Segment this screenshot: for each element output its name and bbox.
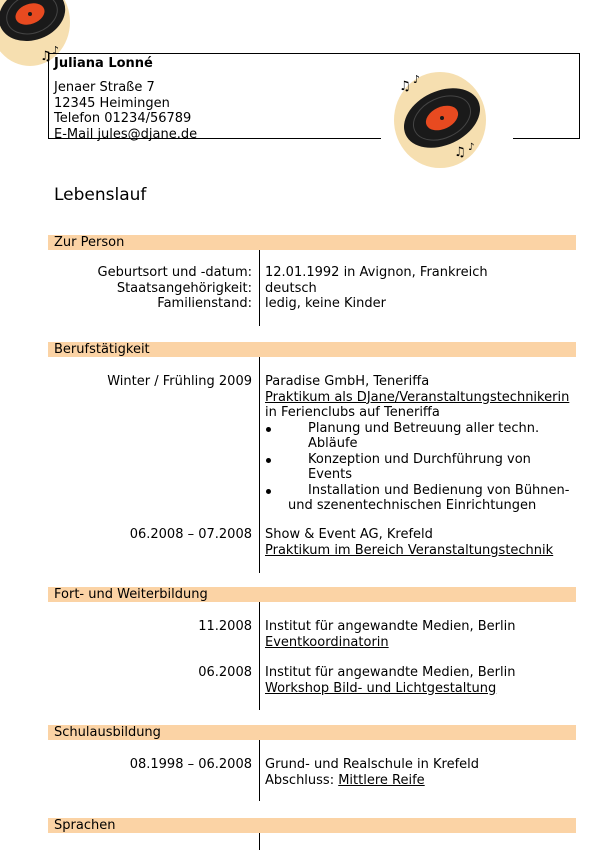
training-course: Eventkoordinatorin — [265, 634, 389, 650]
work-entry — [265, 374, 575, 514]
music-notes-icon — [397, 70, 431, 96]
email: E-Mail jules@djane.de — [54, 126, 198, 142]
address-block — [54, 80, 197, 142]
column-divider — [259, 250, 260, 326]
list-item: Planung und Betreuung aller techn. Abläufe — [265, 421, 575, 452]
school-date: 08.1998 – 06.2008 — [129, 757, 252, 772]
birth-value: 12.01.1992 in Avignon, Frankreich — [265, 265, 488, 280]
svg-text:♫: ♫ — [399, 79, 411, 94]
work-date: Winter / Frühling 2009 — [107, 374, 252, 389]
training-course: Workshop Bild- und Lichtgestaltung — [265, 680, 497, 696]
work-entry — [265, 527, 575, 558]
training-institution: Institut für angewandte Medien, Berlin — [265, 665, 516, 680]
training-date: 11.2008 — [198, 619, 252, 634]
school-name: Grund- und Realschule in Krefeld — [265, 757, 480, 772]
section-header-school: Schulausbildung — [48, 725, 576, 740]
section-header-personal: Zur Person — [48, 235, 576, 250]
column-divider — [259, 602, 260, 710]
work-position: Praktikum als DJane/Veranstaltungstechnikerin — [265, 389, 570, 405]
phone: Telefon 01234/56789 — [54, 111, 192, 126]
section-header-work: Berufstätigkeit — [48, 342, 576, 357]
training-date: 06.2008 — [198, 665, 252, 680]
applicant-name: Juliana Lonné — [54, 56, 153, 71]
svg-text:♫: ♫ — [40, 49, 52, 64]
work-note: in Ferienclubs auf Teneriffa — [265, 405, 440, 420]
bullet-icon — [266, 458, 271, 463]
section-header-languages: Sprachen — [48, 818, 576, 833]
svg-text:♪: ♪ — [468, 142, 475, 153]
marital-status-value: ledig, keine Kinder — [265, 296, 387, 311]
work-position: Praktikum im Bereich Veranstaltungstechnik — [265, 542, 554, 558]
work-duties-list — [265, 421, 575, 514]
svg-text:♫: ♫ — [454, 145, 466, 160]
training-entry — [265, 665, 575, 696]
school-degree: Abschluss: Mittlere Reife — [265, 772, 425, 788]
training-institution: Institut für angewandte Medien, Berlin — [265, 619, 516, 634]
personal-labels — [98, 265, 252, 312]
section-header-training: Fort- und Weiterbildung — [48, 587, 576, 602]
work-date: 06.2008 – 07.2008 — [129, 527, 252, 542]
bullet-icon — [266, 427, 271, 432]
marital-status-label: Familienstand: — [157, 296, 252, 311]
list-item: Konzeption und Durchführung von Events — [265, 452, 575, 483]
city: 12345 Heimingen — [54, 95, 170, 111]
column-divider — [259, 740, 260, 801]
school-entry — [265, 757, 575, 788]
work-company: Paradise GmbH, Teneriffa — [265, 374, 430, 389]
column-divider — [259, 833, 260, 850]
svg-text:♪: ♪ — [413, 73, 421, 86]
training-entry — [265, 619, 575, 650]
work-company: Show & Event AG, Krefeld — [265, 527, 433, 542]
nationality-value: deutsch — [265, 280, 317, 296]
list-item: Installation und Bedienung von Bühnen- und szenentechnischen Einrichtungen — [265, 483, 575, 514]
page-title: Lebenslauf — [54, 185, 147, 205]
personal-values — [265, 265, 575, 312]
birth-label: Geburtsort und -datum: — [97, 265, 252, 280]
bullet-icon — [266, 489, 271, 494]
column-divider — [259, 357, 260, 573]
music-notes-icon — [452, 136, 484, 162]
svg-text:♪: ♪ — [52, 44, 60, 57]
nationality-label: Staatsangehörigkeit: — [116, 280, 252, 296]
street: Jenaer Straße 7 — [54, 80, 155, 95]
